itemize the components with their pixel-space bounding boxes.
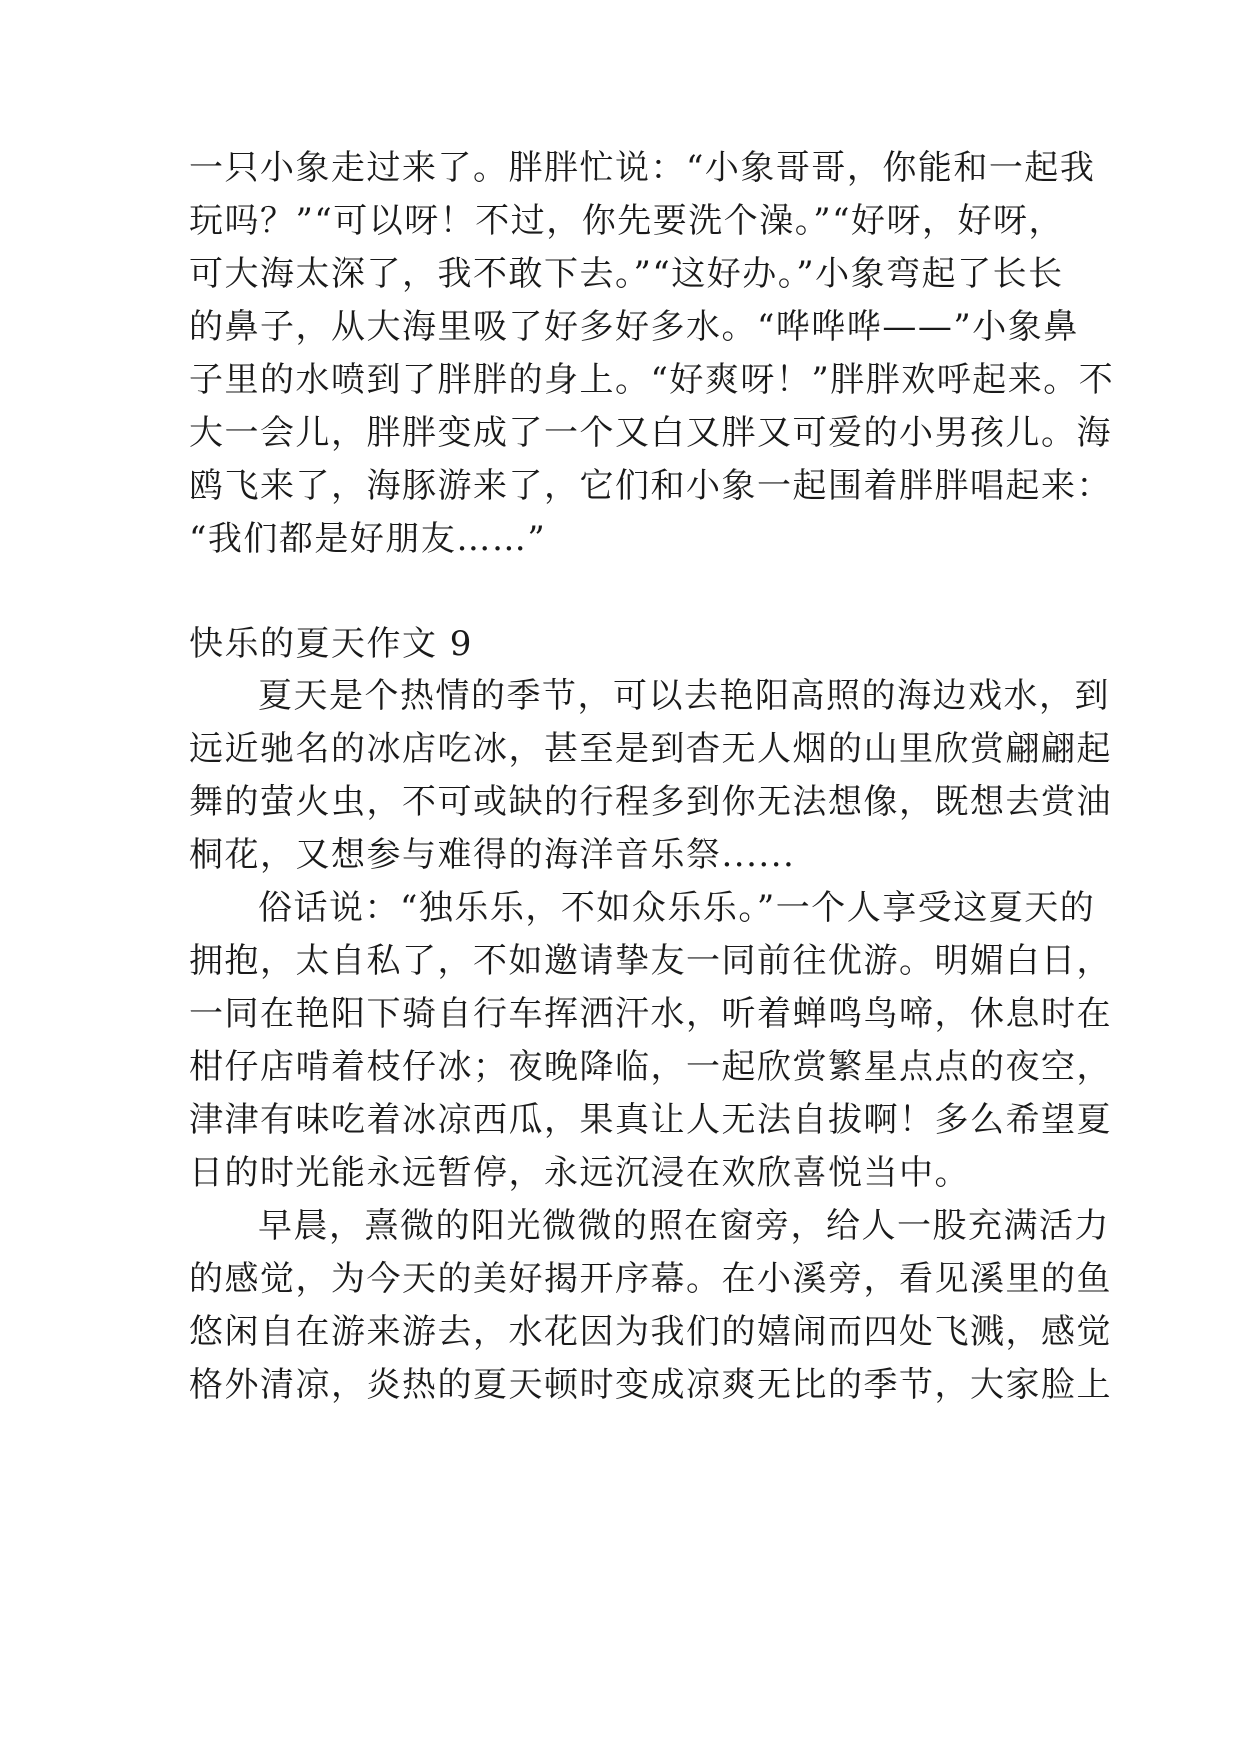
text-line: 玩吗？”“可以呀！不过，你先要洗个澡。”“好呀，好呀， [189,201,1065,241]
text-line: 一只小象走过来了。胖胖忙说：“小象哥哥，你能和一起我 [189,148,1096,188]
text-line: 柑仔店啃着枝仔冰；夜晚降临，一起欣赏繁星点点的夜空， [189,1047,1112,1087]
text-line: 格外清凉，炎热的夏天顿时变成凉爽无比的季节，大家脸上 [189,1365,1112,1405]
text-line: 大一会儿，胖胖变成了一个又白又胖又可爱的小男孩儿。海 [189,413,1112,453]
text-line: 的鼻子，从大海里吸了好多好多水。“哗哗哗——”小象鼻 [189,307,1079,347]
text-line: “我们都是好朋友……” [189,519,547,559]
text-line: 津津有味吃着冰凉西瓜，果真让人无法自拔啊！多么希望夏 [189,1100,1112,1140]
text-line: 可大海太深了，我不敢下去。”“这好办。”小象弯起了长长 [189,254,1064,294]
text-line: 日的时光能永远暂停，永远沉浸在欢欣喜悦当中。 [189,1153,970,1193]
text-line: 一同在艳阳下骑自行车挥洒汗水，听着蝉鸣鸟啼，休息时在 [189,994,1112,1034]
text-line: 悠闲自在游来游去，水花因为我们的嬉闹而四处飞溅，感觉 [189,1312,1112,1352]
essay-heading: 快乐的夏天作文 9 [189,624,473,664]
text-line: 俗话说：“独乐乐，不如众乐乐。”一个人享受这夏天的 [258,888,1096,928]
text-line: 舞的萤火虫，不可或缺的行程多到你无法想像，既想去赏油 [189,782,1112,822]
text-line: 鸥飞来了，海豚游来了，它们和小象一起围着胖胖唱起来： [189,466,1112,506]
text-line: 远近驰名的冰店吃冰，甚至是到杳无人烟的山里欣赏翩翩起 [189,729,1112,769]
text-line: 夏天是个热情的季节，可以去艳阳高照的海边戏水，到 [258,676,1110,716]
text-line: 子里的水喷到了胖胖的身上。“好爽呀！”胖胖欢呼起来。不 [189,360,1115,400]
text-line: 拥抱，太自私了，不如邀请挚友一同前往优游。明媚白日， [189,941,1112,981]
text-line: 早晨，熹微的阳光微微的照在窗旁，给人一股充满活力 [258,1206,1110,1246]
text-line: 桐花，又想参与难得的海洋音乐祭...... [189,835,796,875]
text-line: 的感觉，为今天的美好揭开序幕。在小溪旁，看见溪里的鱼 [189,1259,1112,1299]
